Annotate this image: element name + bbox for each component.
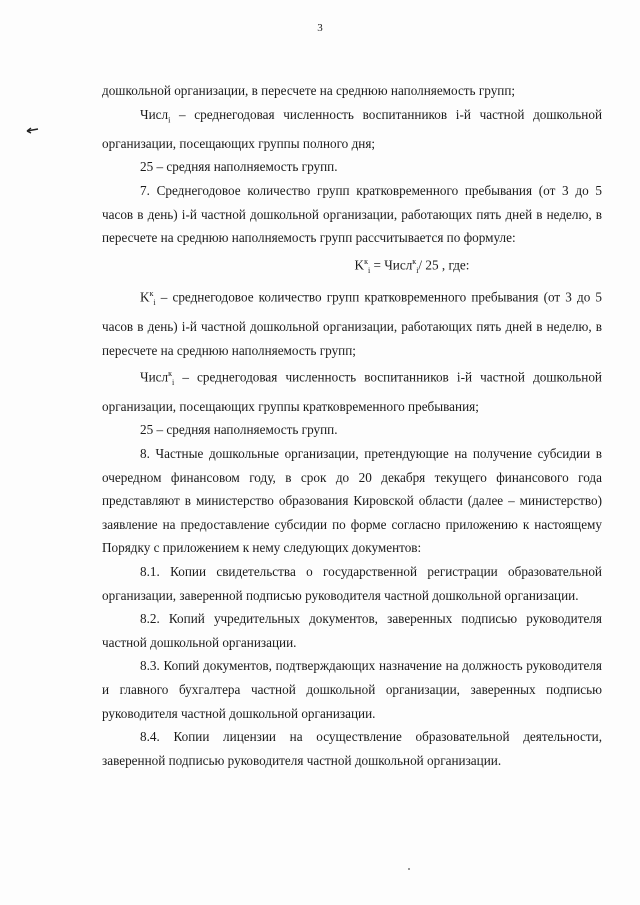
paragraph-8-2: 8.2. Копий учредительных документов, заверенных подписью руководителя частной дошкольной организации. [102, 611, 602, 650]
paragraph-8-3: 8.3. Копий документов, подтверждающих назначение на должность руководителя и главного бухгалтера частной дошкольной организации, заверенных подписью руководителя частной дошкольной организации. [102, 658, 602, 721]
definition-chisl-i: Числ$_i$ – среднегодовая численность воспитанников i-й частной дошкольной организации, посещающих группы полного дня; [102, 106, 603, 151]
paragraph-8: 8. Частные дошкольные организации, претендующие на получение субсидии в очередном финансовом году, в срок до 20 декабря текущего финансового года представляют в министерство образования Кировской области (далее – министерство) заявление на предоставление субсидии по форме согласно приложению к настоящему Порядку с приложением к нему следующих документов: [102, 446, 602, 556]
formula: $K^к_i$ = Числ$^к_i$/ 25 , где: [354, 256, 470, 275]
definition-k: $K^к_i$ – среднегодовое количество групп кратковременного пребывания (от 3 до 5 часов в день) i-й частной дошкольной организации, работающих пять дней в неделю, в пересчете на среднюю наполняемость групп; [102, 289, 602, 358]
paragraph-8-4: 8.4. Копии лицензии на осуществление образовательной деятельности, заверенной подписью руководителя частной дошкольной организации. [102, 729, 602, 768]
margin-mark [26, 126, 38, 132]
paragraph: дошкольной организации, в пересчете на среднюю наполняемость групп; [102, 83, 516, 98]
paragraph-8-1: 8.1. Копии свидетельства о государственной регистрации образовательной организации, заверенной подписью руководителя частной дошкольной организации. [102, 564, 602, 603]
paragraph-7: 7. Среднегодовое количество групп кратковременного пребывания (от 3 до 5 часов в день) i-й частной дошкольной организации, работающих пять дней в неделю, в пересчете на среднюю наполняемость групп рассчитывается по формуле: [102, 183, 602, 246]
document-body [102, 79, 602, 772]
paragraph: 25 – средняя наполняемость групп. [140, 422, 338, 438]
arrow-mark-icon [26, 126, 40, 134]
definition-chisl-k: Числ$^к_i$ – среднегодовая численность воспитанников i-й частной дошкольной организации, посещающих группы кратковременного пребывания; [102, 369, 602, 414]
paragraph: 25 – средняя наполняемость групп. [140, 159, 338, 175]
page-number: 3 [317, 22, 323, 34]
scan-speck [408, 868, 410, 870]
